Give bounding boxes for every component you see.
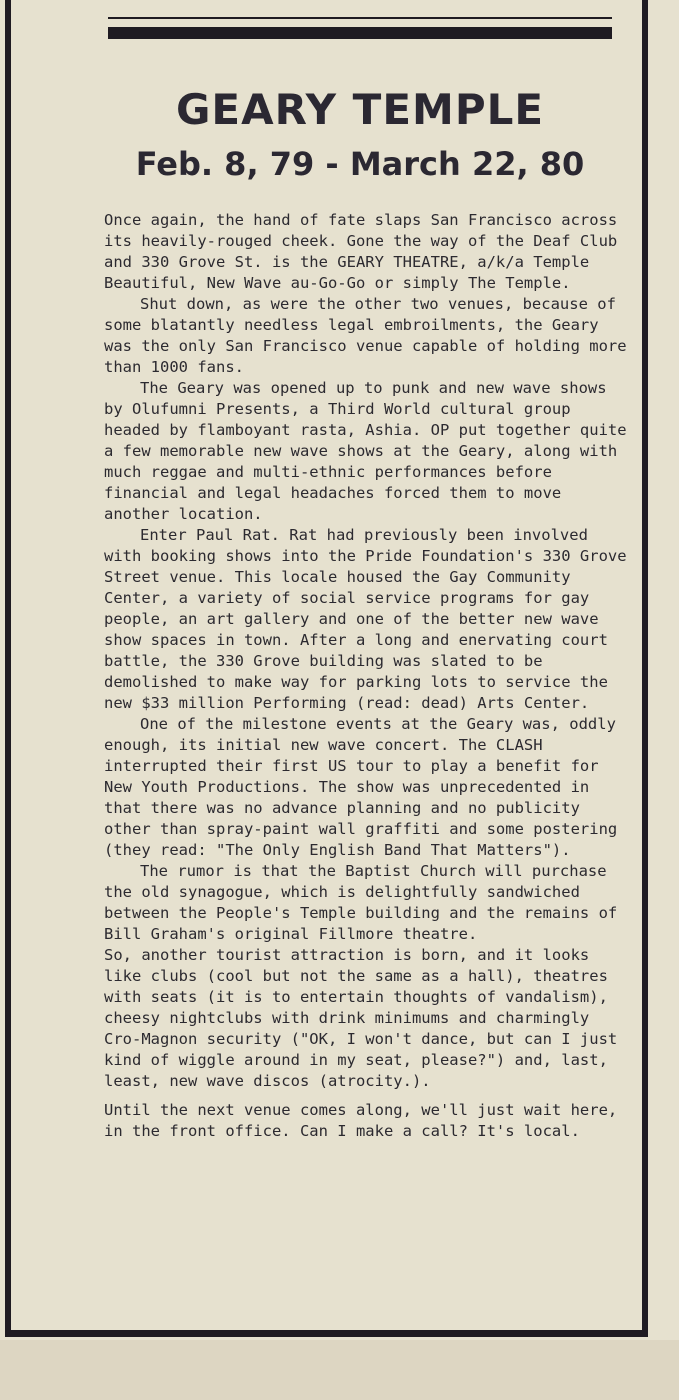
bottom-border-rule <box>5 1330 648 1337</box>
top-thick-rule <box>108 27 612 39</box>
right-border-rule <box>642 0 648 1337</box>
top-thin-rule <box>108 17 612 19</box>
article-paragraph: One of the milestone events at the Geary was, oddly enough, its initial new wave concert. The CLASH interrupted their first US tour to play a benefit for New Youth Productions. The show was unprecedented in that there was no advance planning and no publicity other than spray-paint wall graffiti and some postering (they read: "The Only English Band That Matters"). <box>104 715 618 859</box>
article-closing-paragraph: Until the next venue comes along, we'll just wait here, in the front office. Can I make a call? It's local. <box>104 1101 618 1140</box>
article-paragraph: The Geary was opened up to punk and new wave shows by Olufumni Presents, a Third World cultural group headed by flamboyant rasta, Ashia. OP put together quite a few memorable new wave shows at the Geary, along with much reggae and multi-ethnic performances before financial and legal headaches forced them to move another location. <box>104 379 627 523</box>
article-dates: Feb. 8, 79 - March 22, 80 <box>135 145 585 183</box>
article-title: GEARY TEMPLE <box>175 85 545 134</box>
left-border-rule <box>5 0 11 1337</box>
article-paragraph: Once again, the hand of fate slaps San Francisco across its heavily-rouged cheek. Gone the way of the Deaf Club and 330 Grove St. is the GEARY THEATRE, a/k/a Temple Beautiful, New Wave au-Go-Go or simply The Temple. <box>104 211 618 292</box>
paper-background <box>0 1340 679 1400</box>
article-paragraph: Shut down, as were the other two venues, because of some blatantly needless legal embroilments, the Geary was the only San Francisco venue capable of holding more than 1000 fans. <box>104 295 627 376</box>
article-paragraph: Enter Paul Rat. Rat had previously been involved with booking shows into the Pride Foundation's 330 Grove Street venue. This locale housed the Gay Community Center, a variety of social service programs for gay people, an art gallery and one of the better new wave show spaces in town. After a long and enervating court battle, the 330 Grove building was slated to be demolished to make way for parking lots to service the new $33 million Performing (read: dead) Arts Center. <box>104 526 627 712</box>
article-body <box>104 210 632 1142</box>
article-paragraph: So, another tourist attraction is born, and it looks like clubs (cool but not the same as a hall), theatres with seats (it is to entertain thoughts of vandalism), cheesy nightclubs with drink minimums and charmingly Cro-Magnon security ("OK, I won't dance, but can I just kind of wiggle around in my seat, please?") and, last, least, new wave discos (atrocity.). <box>104 946 618 1090</box>
article-paragraph: The rumor is that the Baptist Church will purchase the old synagogue, which is delightfully sandwiched between the People's Temple building and the remains of Bill Graham's original Fillmore theatre. <box>104 862 618 943</box>
